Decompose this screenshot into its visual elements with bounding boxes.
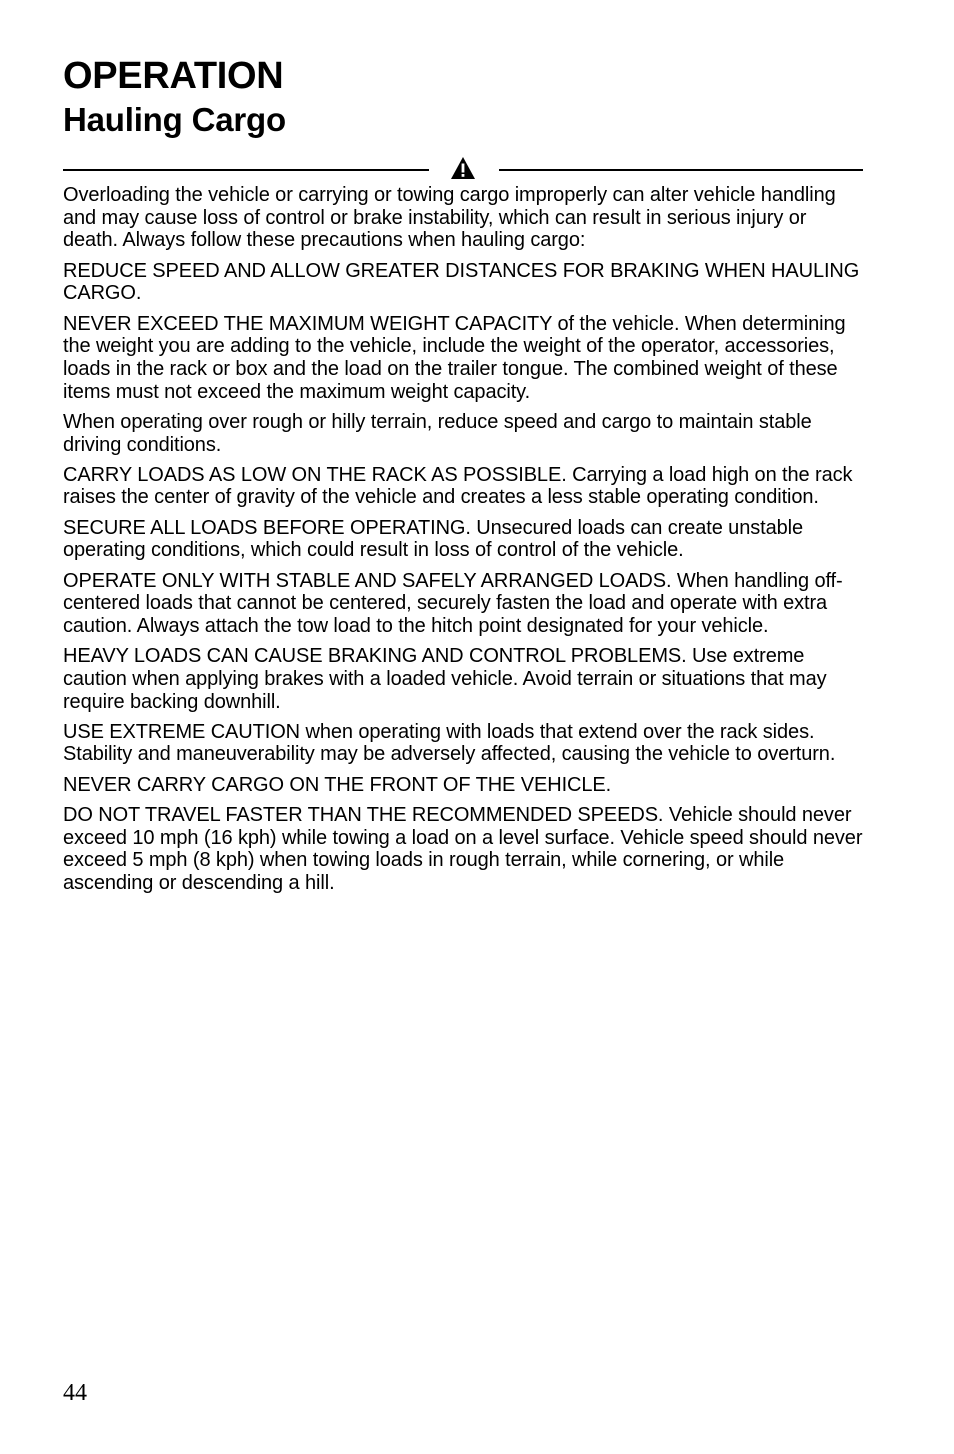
warning-paragraph-rough-terrain: When operating over rough or hilly terrain, reduce speed and cargo to maintain stable driving conditions.: [63, 410, 812, 456]
warning-paragraph-max-weight: NEVER EXCEED THE MAXIMUM WEIGHT CAPACITY of the vehicle. When determining the weight you are adding to the vehicle, include the weight of the operator, accessories, loads in the rack or box and the load on the trailer tongue. The combined weight of these items must not exceed the maximum weight capacity.: [63, 312, 846, 403]
warning-body: [63, 184, 865, 895]
manual-page: [63, 56, 865, 902]
section-title: OPERATION: [63, 55, 284, 97]
warning-paragraph-heavy-loads: HEAVY LOADS CAN CAUSE BRAKING AND CONTROL PROBLEMS. Use extreme caution when applying brakes with a loaded vehicle. Avoid terrain or situations that may require backing downhill.: [63, 645, 827, 713]
warning-paragraph-front-cargo: NEVER CARRY CARGO ON THE FRONT OF THE VEHICLE.: [63, 773, 612, 796]
warning-paragraph-extreme-caution: USE EXTREME CAUTION when operating with loads that extend over the rack sides. Stability and maneuverability may be adversely affected, causing the vehicle to overturn.: [63, 720, 836, 766]
subsection-title: Hauling Cargo: [63, 101, 286, 138]
warning-paragraph-intro: Overloading the vehicle or carrying or towing cargo improperly can alter vehicle handling and may cause loss of control or brake instability, which can result in serious injury or death. Always follow these precautions when hauling cargo:: [63, 184, 836, 252]
warning-paragraph-speeds: DO NOT TRAVEL FASTER THAN THE RECOMMENDED SPEEDS. Vehicle should never exceed 10 mph (16 kph) while towing a load on a level surface. Vehicle speed should never exceed 5 mph (8 kph) when towing loads in rough terrain, while cornering, or while ascending or descending a hill.: [63, 803, 863, 894]
warning-triangle-icon: [450, 156, 476, 180]
warning-paragraph-secure-loads: SECURE ALL LOADS BEFORE OPERATING. Unsecured loads can create unstable operating conditions, which could result in loss of control of the vehicle.: [63, 516, 803, 562]
warning-paragraph-stable-loads: OPERATE ONLY WITH STABLE AND SAFELY ARRANGED LOADS. When handling off-centered loads that cannot be centered, securely fasten the load and operate with extra caution. Always attach the tow load to the hitch point designated for your vehicle.: [63, 569, 843, 637]
warning-paragraph-reduce-speed: REDUCE SPEED AND ALLOW GREATER DISTANCES FOR BRAKING WHEN HAULING CARGO.: [63, 259, 860, 305]
warning-header-rule: [63, 152, 865, 182]
page-number: 44: [63, 1380, 87, 1406]
rule-line-right: [499, 169, 863, 171]
rule-line-left: [63, 169, 429, 171]
warning-paragraph-carry-low: CARRY LOADS AS LOW ON THE RACK AS POSSIBLE. Carrying a load high on the rack raises the center of gravity of the vehicle and creates a less stable operating condition.: [63, 463, 853, 509]
